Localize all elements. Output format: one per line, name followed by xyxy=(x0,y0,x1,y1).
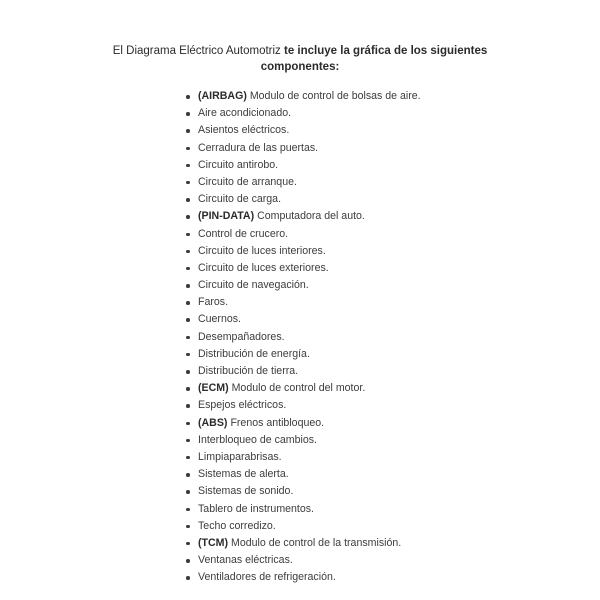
component-text: Circuito antirobo. xyxy=(198,158,279,171)
component-text: Interbloqueo de cambios. xyxy=(198,433,317,446)
bullet-icon xyxy=(186,473,190,477)
intro-bold-text-1: te incluye la gráfica de los siguientes xyxy=(284,45,488,57)
component-text: Circuito de luces exteriores. xyxy=(198,261,329,274)
component-list-item xyxy=(186,552,421,569)
bullet-icon xyxy=(186,181,190,185)
component-text: Asientos eléctricos. xyxy=(198,124,290,137)
component-list-item xyxy=(186,380,421,397)
component-list-item xyxy=(186,397,421,414)
bullet-icon xyxy=(186,387,190,391)
component-text: Frenos antibloqueo. xyxy=(230,416,325,429)
component-list-item xyxy=(186,122,421,139)
component-text: Espejos eléctricos. xyxy=(198,399,287,412)
component-list-item xyxy=(186,174,421,191)
component-text: Cuernos. xyxy=(198,313,241,326)
component-text: Sistemas de sonido. xyxy=(198,485,294,498)
bullet-icon xyxy=(186,267,190,271)
bullet-icon xyxy=(186,215,190,219)
bullet-icon xyxy=(186,490,190,494)
bullet-icon xyxy=(186,542,190,546)
component-text: Faros. xyxy=(198,296,229,309)
bullet-icon xyxy=(186,456,190,460)
component-list-item xyxy=(186,226,421,243)
intro-line-1 xyxy=(0,43,600,59)
component-code: (ABS) xyxy=(198,416,228,429)
component-text: Limpiaparabrisas. xyxy=(198,450,282,463)
component-text: Techo corredizo. xyxy=(198,519,276,532)
component-text: Modulo de control del motor. xyxy=(231,382,366,395)
component-list-item xyxy=(186,105,421,122)
component-text: Circuito de arranque. xyxy=(198,175,297,188)
bullet-icon xyxy=(186,318,190,322)
component-list-item xyxy=(186,294,421,311)
bullet-icon xyxy=(186,164,190,168)
component-text: Cerradura de las puertas. xyxy=(198,141,319,154)
component-text: Ventiladores de refrigeración. xyxy=(198,571,336,584)
component-list-item xyxy=(186,466,421,483)
component-text: Modulo de control de la transmisión. xyxy=(231,536,402,549)
component-list-item xyxy=(186,243,421,260)
bullet-icon xyxy=(186,147,190,151)
bullet-icon xyxy=(186,576,190,580)
component-code: (TCM) xyxy=(198,536,229,549)
component-text: Distribución de tierra. xyxy=(198,365,299,377)
bullet-icon xyxy=(186,250,190,254)
component-text: Sistemas de alerta. xyxy=(198,468,289,481)
bullet-icon xyxy=(186,525,190,529)
component-list-item xyxy=(186,260,421,277)
component-list-item xyxy=(186,415,421,432)
bullet-icon xyxy=(186,301,190,305)
bullet-icon xyxy=(186,370,190,374)
component-code: (AIRBAG) xyxy=(198,90,247,102)
bullet-icon xyxy=(186,233,190,237)
bullet-icon xyxy=(186,95,190,99)
component-list-item xyxy=(186,363,421,380)
component-list-item xyxy=(186,277,421,294)
component-list-item xyxy=(186,535,421,552)
bullet-icon xyxy=(186,353,190,357)
component-list-item xyxy=(186,157,421,174)
component-text: Circuito de luces interiores. xyxy=(198,244,326,257)
component-list-item xyxy=(186,88,421,105)
bullet-icon xyxy=(186,439,190,443)
components-list xyxy=(186,88,421,586)
intro-heading xyxy=(0,43,600,75)
component-list-item xyxy=(186,569,421,586)
bullet-icon xyxy=(186,129,190,133)
component-list-item xyxy=(186,329,421,346)
component-text: Ventanas eléctricas. xyxy=(198,554,293,567)
component-list-item xyxy=(186,311,421,328)
intro-regular-text: El Diagrama Eléctrico Automotriz xyxy=(112,45,281,57)
component-text: Tablero de instrumentos. xyxy=(198,502,315,515)
component-text: Computadora del auto. xyxy=(257,210,365,223)
bullet-icon xyxy=(186,422,190,426)
component-code: (ECM) xyxy=(198,382,229,395)
bullet-icon xyxy=(186,284,190,288)
bullet-icon xyxy=(186,198,190,202)
bullet-icon xyxy=(186,508,190,512)
component-list-item xyxy=(186,432,421,449)
component-list-item xyxy=(186,140,421,157)
component-list-item xyxy=(186,208,421,225)
component-text: Circuito de carga. xyxy=(198,193,282,206)
component-text: Circuito de navegación. xyxy=(198,279,309,292)
component-list-item xyxy=(186,501,421,518)
intro-bold-text-2: componentes: xyxy=(260,61,340,73)
bullet-icon xyxy=(186,336,190,340)
component-list-item xyxy=(186,518,421,535)
bullet-icon xyxy=(186,559,190,563)
component-text: Control de crucero. xyxy=(198,227,289,240)
component-text: Modulo de control de bolsas de aire. xyxy=(249,90,421,102)
bullet-icon xyxy=(186,112,190,116)
component-text: Desempañadores. xyxy=(198,330,285,343)
component-list-item xyxy=(186,483,421,500)
component-text: Aire acondicionado. xyxy=(198,107,292,120)
component-list-item xyxy=(186,449,421,466)
bullet-icon xyxy=(186,404,190,408)
component-text: Distribución de energía. xyxy=(198,347,310,360)
component-code: (PIN-DATA) xyxy=(198,210,255,223)
component-list-item xyxy=(186,346,421,363)
component-list-item xyxy=(186,191,421,208)
